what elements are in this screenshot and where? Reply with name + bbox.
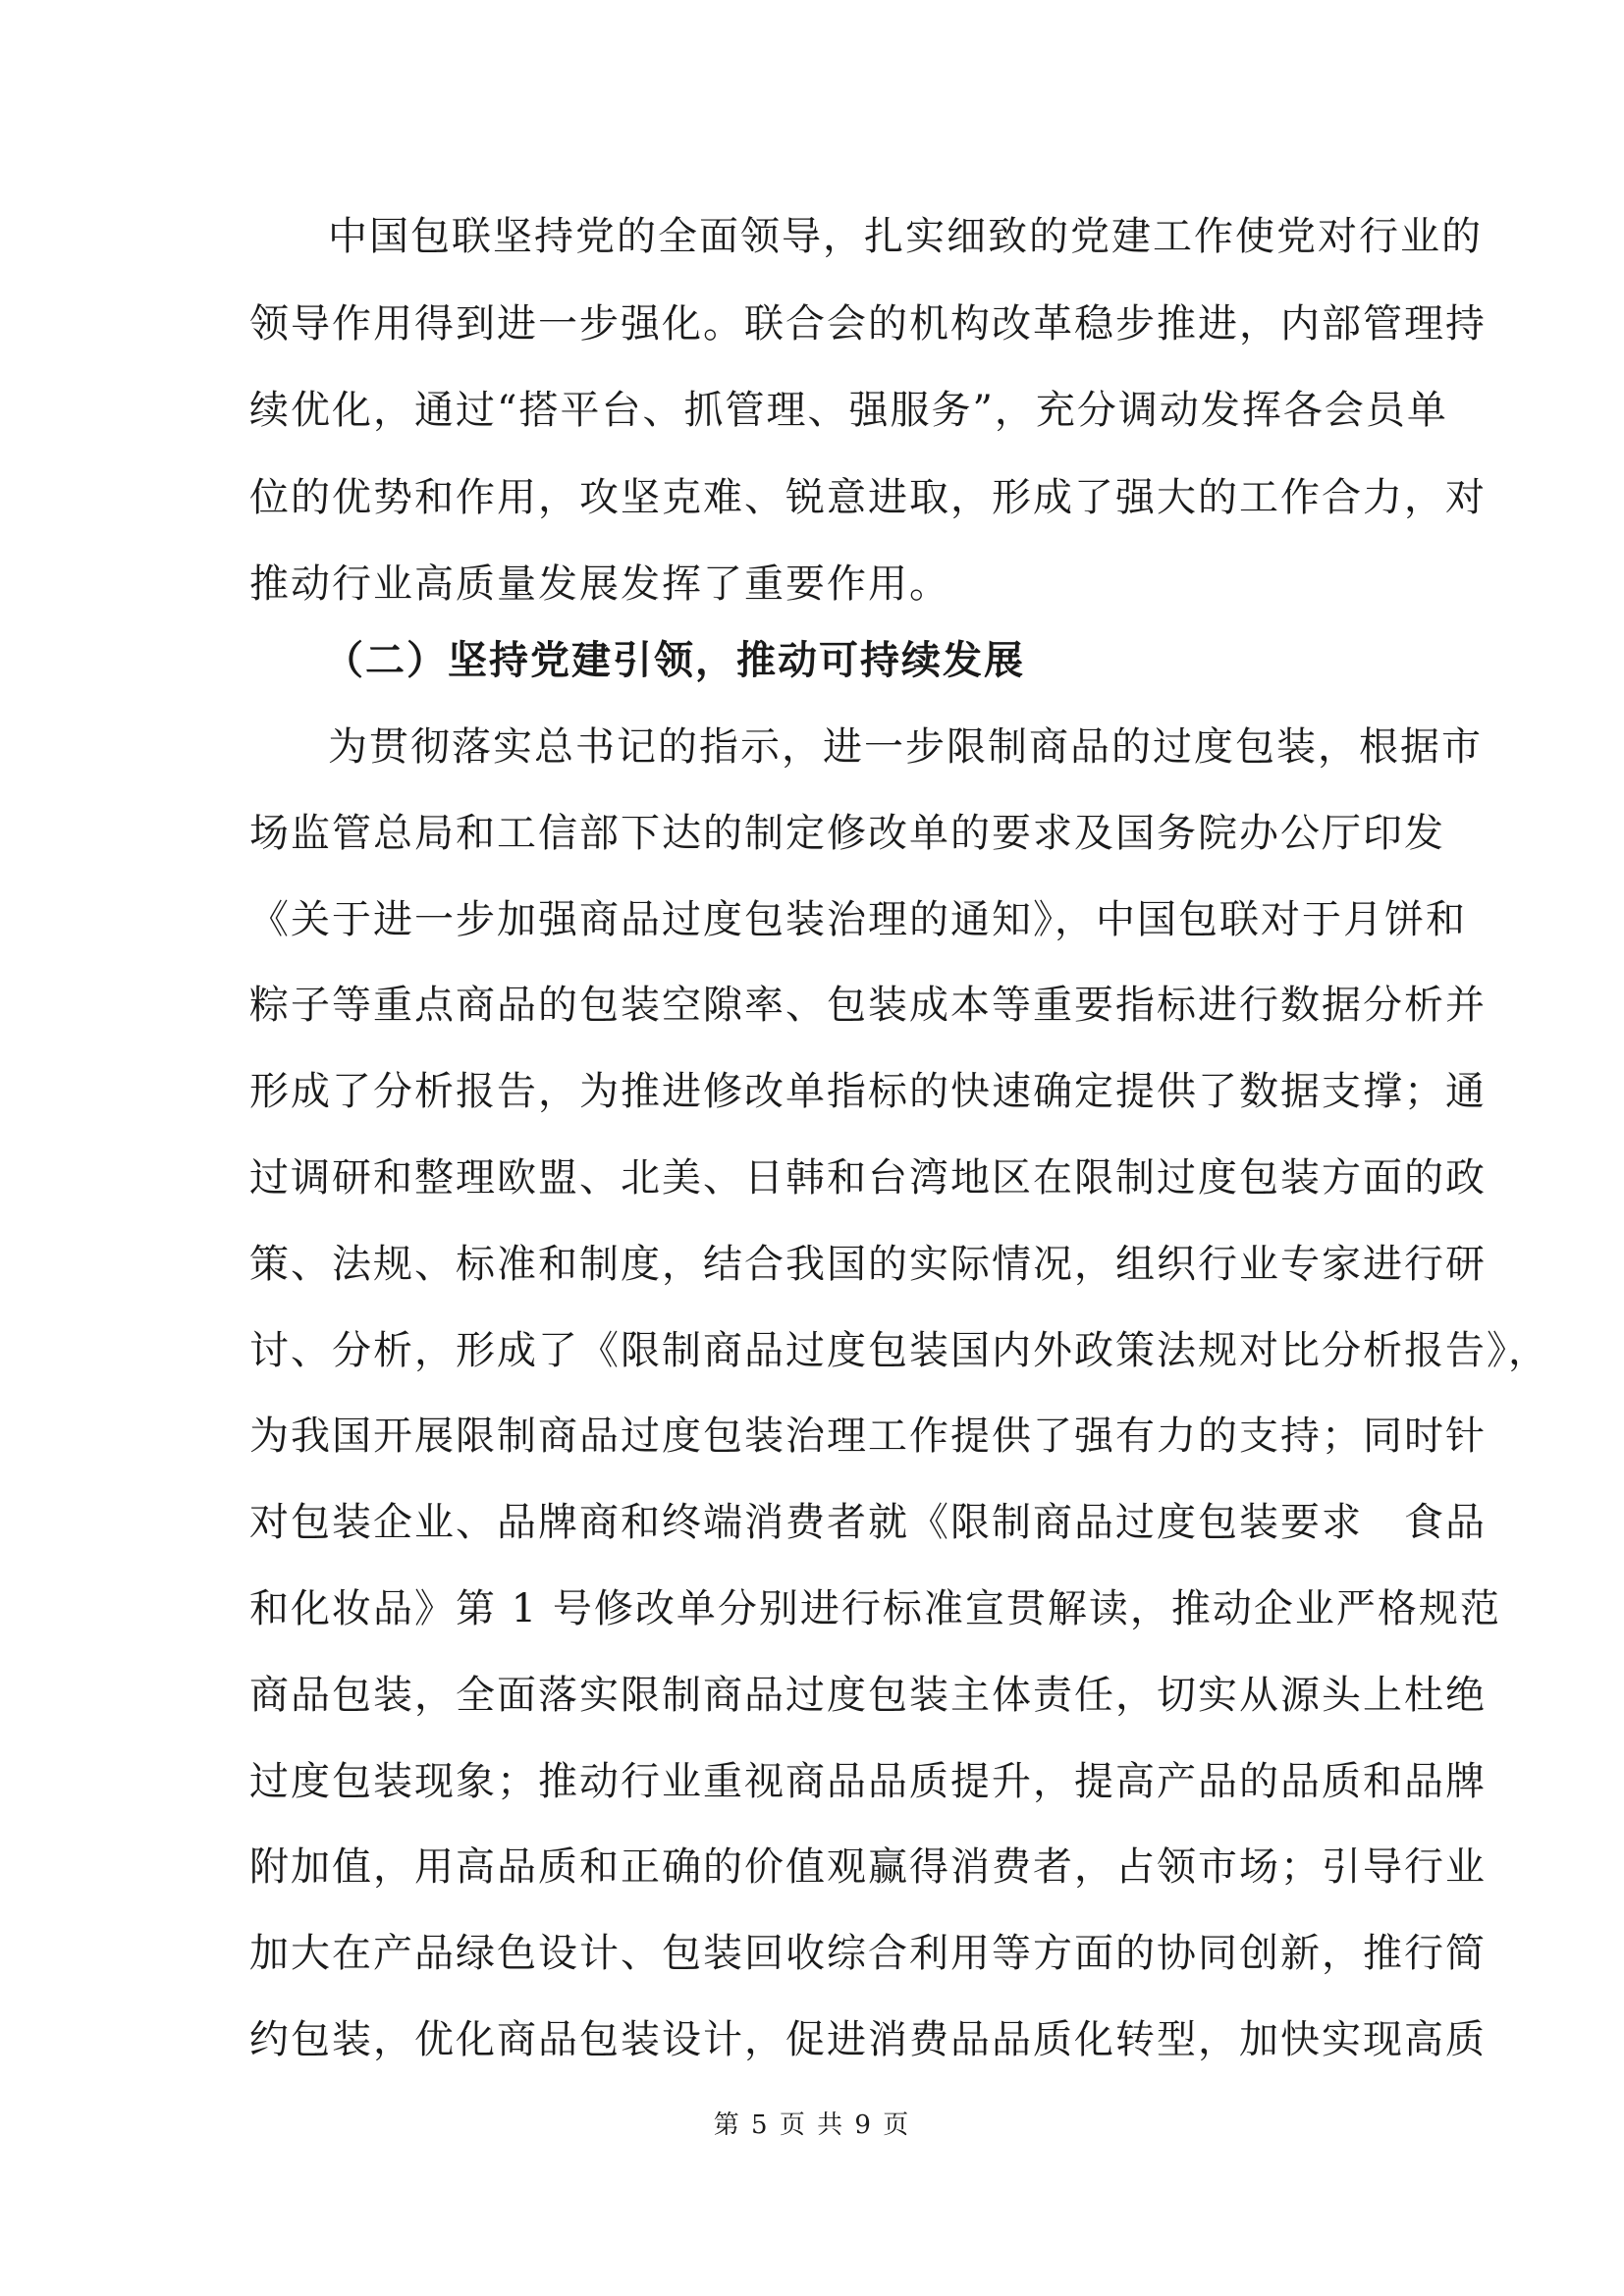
page-footer: 第 5 页 共 9 页 <box>713 2110 911 2140</box>
text-line: 附加值，用高品质和正确的价值观赢得消费者，占领市场；引导行业 <box>249 1844 1487 1891</box>
text-line: 为贯彻落实总书记的指示，进一步限制商品的过度包装，根据市 <box>328 724 1483 770</box>
text-line: 形成了分析报告，为推进修改单指标的快速确定提供了数据支撑；通 <box>249 1069 1487 1115</box>
text-line: 商品包装，全面落实限制商品过度包装主体责任，切实从源头上杜绝 <box>249 1672 1487 1718</box>
text-line: 为我国开展限制商品过度包装治理工作提供了强有力的支持；同时针 <box>249 1414 1487 1460</box>
text-line: 场监管总局和工信部下达的制定修改单的要求及国务院办公厅印发 <box>249 810 1445 856</box>
text-line: 加大在产品绿色设计、包装回收综合利用等方面的协同创新，推行简 <box>249 1931 1487 1977</box>
text-line: 领导作用得到进一步强化。联合会的机构改革稳步推进，内部管理持 <box>249 300 1487 347</box>
text-line: 讨、分析，形成了《限制商品过度包装国内外政策法规对比分析报告》， <box>249 1327 1549 1373</box>
text-line: 对包装企业、品牌商和终端消费者就《限制商品过度包装要求 食品 <box>249 1500 1487 1546</box>
text-line: 续优化，通过“搭平台、抓管理、强服务”，充分调动发挥各会员单 <box>249 388 1448 433</box>
text-line: 过调研和整理欧盟、北美、日韩和台湾地区在限制过度包装方面的政 <box>249 1155 1487 1201</box>
text-line: 策、法规、标准和制度，结合我国的实际情况，组织行业专家进行研 <box>249 1241 1487 1287</box>
text-line: 和化妆品》第 1 号修改单分别进行标准宣贯解读，推动企业严格规范 <box>249 1586 1501 1631</box>
text-line: 中国包联坚持党的全面领导，扎实细致的党建工作使党对行业的 <box>328 214 1483 259</box>
section-heading-2: （二）坚持党建引领，推动可持续发展 <box>324 637 1025 683</box>
text-line: 过度包装现象；推动行业重视商品品质提升，提高产品的品质和品牌 <box>249 1758 1487 1804</box>
text-line: 粽子等重点商品的包装空隙率、包装成本等重要指标进行数据分析并 <box>249 983 1487 1029</box>
text-line: 《关于进一步加强商品过度包装治理的通知》，中国包联对于月饼和 <box>249 896 1467 942</box>
text-line: 位的优势和作用，攻坚克难、锐意进取，形成了强大的工作合力，对 <box>249 474 1487 520</box>
text-line: 约包装，优化商品包装设计，促进消费品品质化转型，加快实现高质 <box>249 2017 1487 2062</box>
text-line: 推动行业高质量发展发挥了重要作用。 <box>249 561 950 607</box>
